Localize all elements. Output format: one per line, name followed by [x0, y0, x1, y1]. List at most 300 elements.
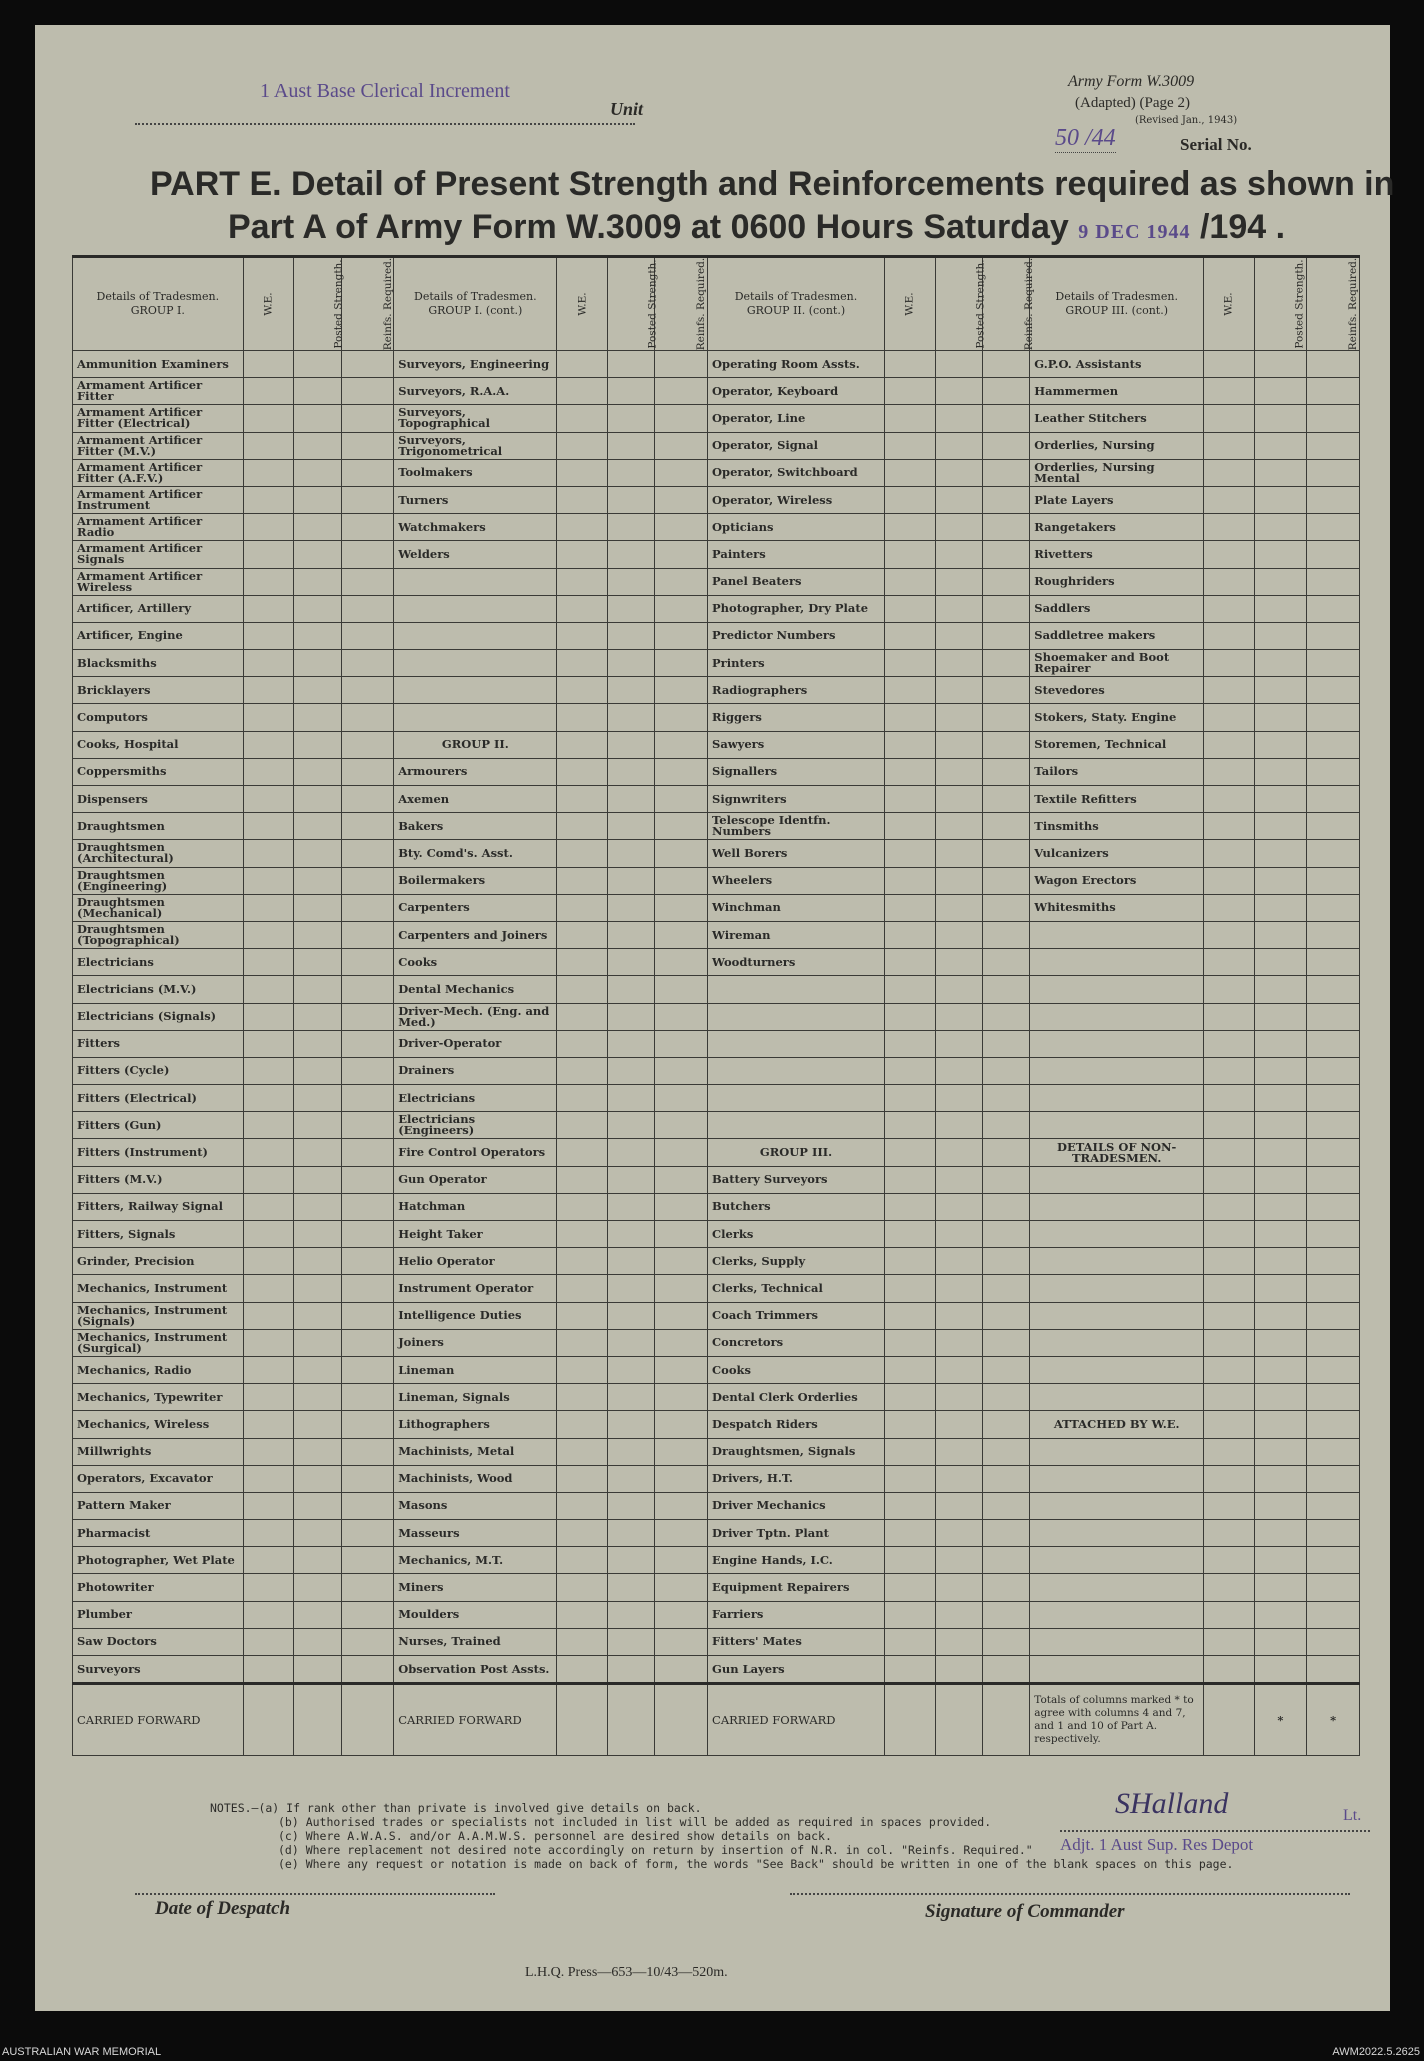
entry-cell[interactable]	[243, 1112, 294, 1139]
entry-cell[interactable]	[1307, 813, 1360, 840]
entry-cell[interactable]	[884, 514, 935, 541]
entry-cell[interactable]	[1254, 1166, 1307, 1193]
entry-cell[interactable]	[294, 894, 341, 921]
entry-cell[interactable]	[655, 405, 708, 432]
entry-cell[interactable]	[557, 949, 608, 976]
entry-cell[interactable]	[557, 894, 608, 921]
entry-cell[interactable]	[243, 1356, 294, 1383]
entry-cell[interactable]	[243, 432, 294, 459]
entry-cell[interactable]	[655, 704, 708, 731]
entry-cell[interactable]	[243, 1465, 294, 1492]
entry-cell[interactable]	[557, 1085, 608, 1112]
entry-cell[interactable]	[243, 813, 294, 840]
entry-cell[interactable]	[982, 758, 1029, 785]
entry-cell[interactable]	[294, 1547, 341, 1574]
entry-cell[interactable]	[243, 622, 294, 649]
entry-cell[interactable]	[935, 1492, 982, 1519]
entry-cell[interactable]	[607, 1193, 654, 1220]
entry-cell[interactable]	[982, 1492, 1029, 1519]
entry-cell[interactable]	[557, 541, 608, 568]
entry-cell[interactable]	[982, 1628, 1029, 1655]
entry-cell[interactable]	[1307, 351, 1360, 378]
entry-cell[interactable]	[884, 1656, 935, 1684]
entry-cell[interactable]	[557, 351, 608, 378]
entry-cell[interactable]	[982, 595, 1029, 622]
entry-cell[interactable]	[243, 1574, 294, 1601]
entry-cell[interactable]	[243, 1057, 294, 1084]
entry-cell[interactable]	[1204, 1520, 1255, 1547]
entry-cell[interactable]	[294, 786, 341, 813]
entry-cell[interactable]	[982, 1329, 1029, 1356]
entry-cell[interactable]	[607, 1275, 654, 1302]
entry-cell[interactable]	[243, 1085, 294, 1112]
entry-cell[interactable]	[341, 1139, 394, 1166]
entry-cell[interactable]	[557, 1193, 608, 1220]
entry-cell[interactable]	[655, 813, 708, 840]
entry-cell[interactable]	[884, 351, 935, 378]
entry-cell[interactable]	[655, 459, 708, 486]
entry-cell[interactable]	[1307, 1329, 1360, 1356]
entry-cell[interactable]	[341, 840, 394, 867]
entry-cell[interactable]	[884, 1492, 935, 1519]
entry-cell[interactable]	[341, 894, 394, 921]
carried-forward-cell[interactable]	[294, 1684, 341, 1756]
entry-cell[interactable]	[1204, 650, 1255, 677]
entry-cell[interactable]	[935, 731, 982, 758]
entry-cell[interactable]	[1307, 1003, 1360, 1030]
entry-cell[interactable]	[607, 1057, 654, 1084]
entry-cell[interactable]	[557, 1601, 608, 1628]
entry-cell[interactable]	[655, 1411, 708, 1438]
entry-cell[interactable]	[243, 677, 294, 704]
entry-cell[interactable]	[884, 1030, 935, 1057]
entry-cell[interactable]	[1254, 351, 1307, 378]
carried-forward-cell[interactable]	[1204, 1684, 1255, 1756]
entry-cell[interactable]	[243, 1139, 294, 1166]
entry-cell[interactable]	[607, 1139, 654, 1166]
entry-cell[interactable]	[341, 867, 394, 894]
entry-cell[interactable]	[294, 1221, 341, 1248]
entry-cell[interactable]	[243, 1628, 294, 1655]
entry-cell[interactable]	[341, 1112, 394, 1139]
entry-cell[interactable]	[884, 1574, 935, 1601]
entry-cell[interactable]	[1254, 949, 1307, 976]
entry-cell[interactable]	[884, 378, 935, 405]
entry-cell[interactable]	[982, 921, 1029, 948]
entry-cell[interactable]	[1204, 541, 1255, 568]
entry-cell[interactable]	[341, 1275, 394, 1302]
entry-cell[interactable]	[557, 595, 608, 622]
entry-cell[interactable]	[1254, 650, 1307, 677]
entry-cell[interactable]	[1204, 378, 1255, 405]
entry-cell[interactable]	[607, 1085, 654, 1112]
entry-cell[interactable]	[935, 1384, 982, 1411]
entry-cell[interactable]	[1204, 1139, 1255, 1166]
entry-cell[interactable]	[1204, 1465, 1255, 1492]
entry-cell[interactable]	[1204, 677, 1255, 704]
entry-cell[interactable]	[982, 1193, 1029, 1220]
entry-cell[interactable]	[243, 459, 294, 486]
entry-cell[interactable]	[1204, 1574, 1255, 1601]
entry-cell[interactable]	[884, 568, 935, 595]
entry-cell[interactable]	[1307, 867, 1360, 894]
entry-cell[interactable]	[294, 1574, 341, 1601]
entry-cell[interactable]	[1254, 486, 1307, 513]
entry-cell[interactable]	[655, 1547, 708, 1574]
entry-cell[interactable]	[294, 1465, 341, 1492]
entry-cell[interactable]	[294, 758, 341, 785]
entry-cell[interactable]	[607, 976, 654, 1003]
entry-cell[interactable]	[1254, 1520, 1307, 1547]
entry-cell[interactable]	[294, 1492, 341, 1519]
entry-cell[interactable]	[607, 867, 654, 894]
entry-cell[interactable]	[243, 351, 294, 378]
entry-cell[interactable]	[1307, 921, 1360, 948]
entry-cell[interactable]	[1204, 1601, 1255, 1628]
entry-cell[interactable]	[884, 1601, 935, 1628]
entry-cell[interactable]	[655, 1193, 708, 1220]
entry-cell[interactable]	[935, 1356, 982, 1383]
entry-cell[interactable]	[655, 1302, 708, 1329]
entry-cell[interactable]	[607, 921, 654, 948]
entry-cell[interactable]	[341, 813, 394, 840]
entry-cell[interactable]	[884, 405, 935, 432]
entry-cell[interactable]	[655, 1057, 708, 1084]
entry-cell[interactable]	[1204, 1492, 1255, 1519]
entry-cell[interactable]	[341, 1656, 394, 1684]
entry-cell[interactable]	[982, 622, 1029, 649]
entry-cell[interactable]	[1204, 486, 1255, 513]
entry-cell[interactable]	[884, 1411, 935, 1438]
entry-cell[interactable]	[294, 1520, 341, 1547]
entry-cell[interactable]	[1307, 1656, 1360, 1684]
entry-cell[interactable]	[243, 650, 294, 677]
entry-cell[interactable]	[655, 976, 708, 1003]
entry-cell[interactable]	[607, 1248, 654, 1275]
entry-cell[interactable]	[935, 786, 982, 813]
entry-cell[interactable]	[655, 1221, 708, 1248]
carried-forward-cell[interactable]	[341, 1684, 394, 1756]
entry-cell[interactable]	[1307, 758, 1360, 785]
entry-cell[interactable]	[935, 1628, 982, 1655]
entry-cell[interactable]	[243, 1166, 294, 1193]
entry-cell[interactable]	[243, 1248, 294, 1275]
entry-cell[interactable]	[935, 514, 982, 541]
entry-cell[interactable]	[1204, 758, 1255, 785]
entry-cell[interactable]	[655, 921, 708, 948]
entry-cell[interactable]	[607, 1166, 654, 1193]
entry-cell[interactable]	[1307, 1139, 1360, 1166]
entry-cell[interactable]	[607, 1438, 654, 1465]
entry-cell[interactable]	[935, 1085, 982, 1112]
entry-cell[interactable]	[935, 1275, 982, 1302]
entry-cell[interactable]	[243, 949, 294, 976]
entry-cell[interactable]	[1254, 1193, 1307, 1220]
entry-cell[interactable]	[1307, 514, 1360, 541]
entry-cell[interactable]	[243, 1438, 294, 1465]
entry-cell[interactable]	[1307, 840, 1360, 867]
entry-cell[interactable]	[935, 595, 982, 622]
entry-cell[interactable]	[982, 1030, 1029, 1057]
entry-cell[interactable]	[341, 1166, 394, 1193]
entry-cell[interactable]	[557, 704, 608, 731]
entry-cell[interactable]	[607, 1221, 654, 1248]
entry-cell[interactable]	[1254, 568, 1307, 595]
entry-cell[interactable]	[294, 1411, 341, 1438]
entry-cell[interactable]	[1254, 1438, 1307, 1465]
entry-cell[interactable]	[935, 351, 982, 378]
entry-cell[interactable]	[243, 1411, 294, 1438]
entry-cell[interactable]	[884, 1193, 935, 1220]
entry-cell[interactable]	[655, 351, 708, 378]
entry-cell[interactable]	[982, 1003, 1029, 1030]
entry-cell[interactable]	[1307, 1574, 1360, 1601]
entry-cell[interactable]	[935, 568, 982, 595]
entry-cell[interactable]	[294, 1438, 341, 1465]
entry-cell[interactable]	[243, 595, 294, 622]
entry-cell[interactable]	[1204, 1248, 1255, 1275]
entry-cell[interactable]	[1307, 1057, 1360, 1084]
entry-cell[interactable]	[341, 1356, 394, 1383]
entry-cell[interactable]	[341, 731, 394, 758]
entry-cell[interactable]	[341, 1547, 394, 1574]
entry-cell[interactable]	[884, 758, 935, 785]
entry-cell[interactable]	[557, 1656, 608, 1684]
carried-forward-cell[interactable]	[884, 1684, 935, 1756]
entry-cell[interactable]	[884, 1003, 935, 1030]
entry-cell[interactable]	[982, 650, 1029, 677]
entry-cell[interactable]	[1254, 622, 1307, 649]
entry-cell[interactable]	[557, 486, 608, 513]
asterisk-mark[interactable]: *	[1307, 1684, 1360, 1756]
entry-cell[interactable]	[294, 650, 341, 677]
entry-cell[interactable]	[982, 1248, 1029, 1275]
entry-cell[interactable]	[1204, 731, 1255, 758]
entry-cell[interactable]	[935, 405, 982, 432]
entry-cell[interactable]	[982, 1139, 1029, 1166]
entry-cell[interactable]	[341, 541, 394, 568]
entry-cell[interactable]	[1307, 1248, 1360, 1275]
entry-cell[interactable]	[655, 486, 708, 513]
entry-cell[interactable]	[982, 731, 1029, 758]
entry-cell[interactable]	[655, 378, 708, 405]
entry-cell[interactable]	[935, 1438, 982, 1465]
entry-cell[interactable]	[607, 1520, 654, 1547]
entry-cell[interactable]	[982, 1085, 1029, 1112]
entry-cell[interactable]	[341, 949, 394, 976]
entry-cell[interactable]	[1204, 1547, 1255, 1574]
entry-cell[interactable]	[294, 867, 341, 894]
entry-cell[interactable]	[982, 1465, 1029, 1492]
entry-cell[interactable]	[655, 432, 708, 459]
asterisk-mark[interactable]: *	[1254, 1684, 1307, 1756]
entry-cell[interactable]	[655, 1166, 708, 1193]
entry-cell[interactable]	[1254, 1221, 1307, 1248]
entry-cell[interactable]	[982, 541, 1029, 568]
entry-cell[interactable]	[655, 840, 708, 867]
entry-cell[interactable]	[243, 486, 294, 513]
entry-cell[interactable]	[935, 1166, 982, 1193]
entry-cell[interactable]	[607, 949, 654, 976]
entry-cell[interactable]	[294, 949, 341, 976]
entry-cell[interactable]	[935, 1057, 982, 1084]
entry-cell[interactable]	[1204, 459, 1255, 486]
entry-cell[interactable]	[982, 378, 1029, 405]
entry-cell[interactable]	[884, 541, 935, 568]
entry-cell[interactable]	[884, 486, 935, 513]
entry-cell[interactable]	[557, 514, 608, 541]
entry-cell[interactable]	[982, 1275, 1029, 1302]
entry-cell[interactable]	[655, 1085, 708, 1112]
entry-cell[interactable]	[294, 1030, 341, 1057]
entry-cell[interactable]	[1204, 704, 1255, 731]
entry-cell[interactable]	[557, 786, 608, 813]
entry-cell[interactable]	[1254, 1574, 1307, 1601]
entry-cell[interactable]	[935, 1030, 982, 1057]
entry-cell[interactable]	[655, 1248, 708, 1275]
entry-cell[interactable]	[557, 840, 608, 867]
entry-cell[interactable]	[294, 1275, 341, 1302]
entry-cell[interactable]	[294, 378, 341, 405]
entry-cell[interactable]	[655, 622, 708, 649]
entry-cell[interactable]	[884, 813, 935, 840]
entry-cell[interactable]	[935, 622, 982, 649]
entry-cell[interactable]	[607, 758, 654, 785]
entry-cell[interactable]	[607, 1601, 654, 1628]
entry-cell[interactable]	[935, 677, 982, 704]
entry-cell[interactable]	[884, 786, 935, 813]
entry-cell[interactable]	[1204, 1384, 1255, 1411]
entry-cell[interactable]	[655, 1030, 708, 1057]
entry-cell[interactable]	[294, 595, 341, 622]
entry-cell[interactable]	[557, 813, 608, 840]
entry-cell[interactable]	[294, 351, 341, 378]
entry-cell[interactable]	[884, 1275, 935, 1302]
entry-cell[interactable]	[982, 568, 1029, 595]
entry-cell[interactable]	[884, 704, 935, 731]
entry-cell[interactable]	[884, 595, 935, 622]
entry-cell[interactable]	[243, 704, 294, 731]
entry-cell[interactable]	[607, 813, 654, 840]
entry-cell[interactable]	[884, 432, 935, 459]
entry-cell[interactable]	[557, 1547, 608, 1574]
entry-cell[interactable]	[607, 378, 654, 405]
entry-cell[interactable]	[655, 1139, 708, 1166]
carried-forward-cell[interactable]	[655, 1684, 708, 1756]
entry-cell[interactable]	[1254, 1356, 1307, 1383]
entry-cell[interactable]	[243, 1384, 294, 1411]
entry-cell[interactable]	[243, 1329, 294, 1356]
entry-cell[interactable]	[982, 677, 1029, 704]
entry-cell[interactable]	[557, 921, 608, 948]
entry-cell[interactable]	[607, 1411, 654, 1438]
entry-cell[interactable]	[1307, 1085, 1360, 1112]
entry-cell[interactable]	[982, 1112, 1029, 1139]
entry-cell[interactable]	[982, 1302, 1029, 1329]
entry-cell[interactable]	[557, 1112, 608, 1139]
entry-cell[interactable]	[982, 894, 1029, 921]
entry-cell[interactable]	[341, 1248, 394, 1275]
entry-cell[interactable]	[294, 486, 341, 513]
entry-cell[interactable]	[1307, 459, 1360, 486]
entry-cell[interactable]	[607, 1465, 654, 1492]
entry-cell[interactable]	[1204, 405, 1255, 432]
entry-cell[interactable]	[1204, 1193, 1255, 1220]
entry-cell[interactable]	[982, 1438, 1029, 1465]
entry-cell[interactable]	[1307, 1628, 1360, 1655]
entry-cell[interactable]	[557, 622, 608, 649]
entry-cell[interactable]	[884, 894, 935, 921]
entry-cell[interactable]	[1204, 867, 1255, 894]
entry-cell[interactable]	[1254, 1275, 1307, 1302]
entry-cell[interactable]	[655, 786, 708, 813]
entry-cell[interactable]	[935, 894, 982, 921]
entry-cell[interactable]	[243, 1601, 294, 1628]
entry-cell[interactable]	[243, 541, 294, 568]
entry-cell[interactable]	[982, 1520, 1029, 1547]
entry-cell[interactable]	[341, 921, 394, 948]
entry-cell[interactable]	[341, 1601, 394, 1628]
entry-cell[interactable]	[1254, 1547, 1307, 1574]
entry-cell[interactable]	[1254, 867, 1307, 894]
entry-cell[interactable]	[557, 432, 608, 459]
entry-cell[interactable]	[1204, 1057, 1255, 1084]
entry-cell[interactable]	[557, 731, 608, 758]
entry-cell[interactable]	[1204, 1411, 1255, 1438]
entry-cell[interactable]	[294, 1356, 341, 1383]
entry-cell[interactable]	[884, 1628, 935, 1655]
entry-cell[interactable]	[982, 867, 1029, 894]
entry-cell[interactable]	[884, 949, 935, 976]
entry-cell[interactable]	[1204, 595, 1255, 622]
entry-cell[interactable]	[1254, 813, 1307, 840]
entry-cell[interactable]	[935, 758, 982, 785]
entry-cell[interactable]	[1254, 1628, 1307, 1655]
entry-cell[interactable]	[341, 405, 394, 432]
entry-cell[interactable]	[1254, 1030, 1307, 1057]
entry-cell[interactable]	[884, 1166, 935, 1193]
entry-cell[interactable]	[607, 541, 654, 568]
entry-cell[interactable]	[935, 1139, 982, 1166]
entry-cell[interactable]	[1254, 541, 1307, 568]
entry-cell[interactable]	[557, 459, 608, 486]
entry-cell[interactable]	[935, 1465, 982, 1492]
entry-cell[interactable]	[982, 432, 1029, 459]
entry-cell[interactable]	[884, 1221, 935, 1248]
entry-cell[interactable]	[935, 1248, 982, 1275]
entry-cell[interactable]	[655, 1656, 708, 1684]
entry-cell[interactable]	[982, 1356, 1029, 1383]
entry-cell[interactable]	[294, 1628, 341, 1655]
entry-cell[interactable]	[935, 1193, 982, 1220]
entry-cell[interactable]	[655, 758, 708, 785]
entry-cell[interactable]	[294, 1003, 341, 1030]
entry-cell[interactable]	[982, 459, 1029, 486]
entry-cell[interactable]	[243, 1275, 294, 1302]
entry-cell[interactable]	[341, 976, 394, 1003]
entry-cell[interactable]	[1307, 1465, 1360, 1492]
entry-cell[interactable]	[1254, 405, 1307, 432]
entry-cell[interactable]	[935, 1547, 982, 1574]
entry-cell[interactable]	[294, 1329, 341, 1356]
entry-cell[interactable]	[607, 1547, 654, 1574]
entry-cell[interactable]	[884, 1302, 935, 1329]
entry-cell[interactable]	[557, 1166, 608, 1193]
entry-cell[interactable]	[341, 432, 394, 459]
entry-cell[interactable]	[607, 704, 654, 731]
entry-cell[interactable]	[1307, 378, 1360, 405]
entry-cell[interactable]	[1254, 459, 1307, 486]
